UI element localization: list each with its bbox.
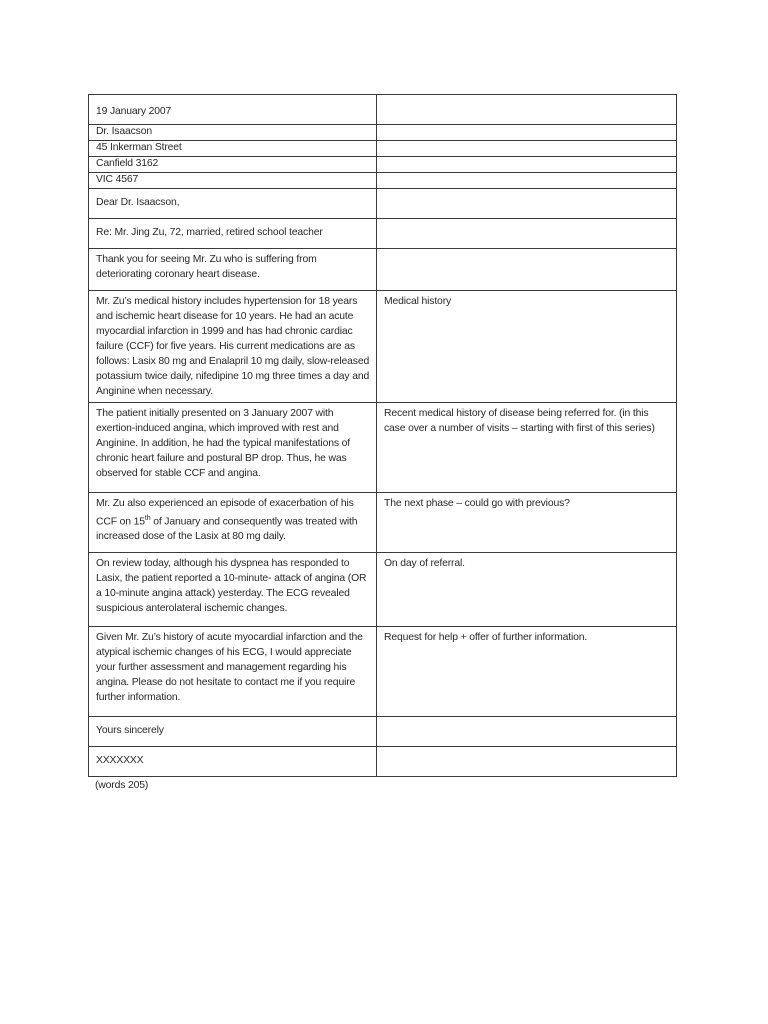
annotation-cell: Recent medical history of disease being referred for. (in this case over a number of visits – starting with first of this series): [377, 403, 677, 493]
letter-row: [89, 291, 677, 403]
letter-text-cell: Mr. Zu also experienced an episode of exacerbation of his CCF on 15th of January and consequently was treated with increased dose of the Lasix at 80 mg daily.: [89, 493, 377, 553]
letter-text-cell: The patient initially presented on 3 January 2007 with exertion-induced angina, which improved with rest and Anginine. In addition, he had the typical manifestations of chronic heart failure and postural BP drop. Thus, he was observed for stable CCF and angina.: [89, 403, 377, 493]
letter-row: [89, 717, 677, 747]
letter-row: [89, 249, 677, 291]
annotation-cell: [377, 747, 677, 777]
annotation-cell: [377, 717, 677, 747]
letter-row: [89, 173, 677, 189]
letter-row: [89, 627, 677, 717]
annotation-cell: [377, 141, 677, 157]
letter-row: [89, 493, 677, 553]
word-count: (words 205): [95, 780, 149, 791]
annotation-cell: [377, 125, 677, 141]
annotation-cell: [377, 157, 677, 173]
letter-text-cell: 45 Inkerman Street: [89, 141, 377, 157]
letter-text-cell: On review today, although his dyspnea has responded to Lasix, the patient reported a 10-minute- attack of angina (OR a 10-minute angina attack) yesterday. The ECG revealed suspicious anterolateral ischemic changes.: [89, 553, 377, 627]
letter-row: [89, 403, 677, 493]
letter-text-cell: Re: Mr. Jing Zu, 72, married, retired school teacher: [89, 219, 377, 249]
letter-table-body: [89, 95, 677, 777]
annotation-cell: [377, 173, 677, 189]
annotation-cell: [377, 189, 677, 219]
annotation-cell: [377, 249, 677, 291]
letter-row: [89, 747, 677, 777]
letter-text-cell: Yours sincerely: [89, 717, 377, 747]
annotation-cell: On day of referral.: [377, 553, 677, 627]
letter-row: [89, 95, 677, 125]
annotation-cell: Medical history: [377, 291, 677, 403]
letter-row: [89, 125, 677, 141]
letter-row: [89, 553, 677, 627]
letter-text-cell: VIC 4567: [89, 173, 377, 189]
letter-text-cell: Thank you for seeing Mr. Zu who is suffering from deteriorating coronary heart disease.: [89, 249, 377, 291]
letter-text-cell: Mr. Zu’s medical history includes hypertension for 18 years and ischemic heart disease for 10 years. He had an acute myocardial infarction in 1999 and has had chronic cardiac failure (CCF) for five years. His current medications are as follows: Lasix 80 mg and Enalapril 10 mg daily, slow-released potassium twice daily, nifedipine 10 mg three times a day and Anginine when necessary.: [89, 291, 377, 403]
letter-row: [89, 219, 677, 249]
letter-row: [89, 189, 677, 219]
annotation-cell: [377, 95, 677, 125]
annotation-cell: [377, 219, 677, 249]
annotation-cell: The next phase – could go with previous?: [377, 493, 677, 553]
letter-row: [89, 157, 677, 173]
letter-table: [88, 94, 677, 777]
letter-text-cell: XXXXXXX: [89, 747, 377, 777]
letter-text-cell: Dear Dr. Isaacson,: [89, 189, 377, 219]
letter-text-cell: 19 January 2007: [89, 95, 377, 125]
annotation-cell: Request for help + offer of further information.: [377, 627, 677, 717]
letter-row: [89, 141, 677, 157]
letter-text-cell: Canfield 3162: [89, 157, 377, 173]
letter-text-cell: Given Mr. Zu’s history of acute myocardial infarction and the atypical ischemic changes of his ECG, I would appreciate your further assessment and management regarding his angina. Please do not hesitate to contact me if you require further information.: [89, 627, 377, 717]
letter-text-cell: Dr. Isaacson: [89, 125, 377, 141]
